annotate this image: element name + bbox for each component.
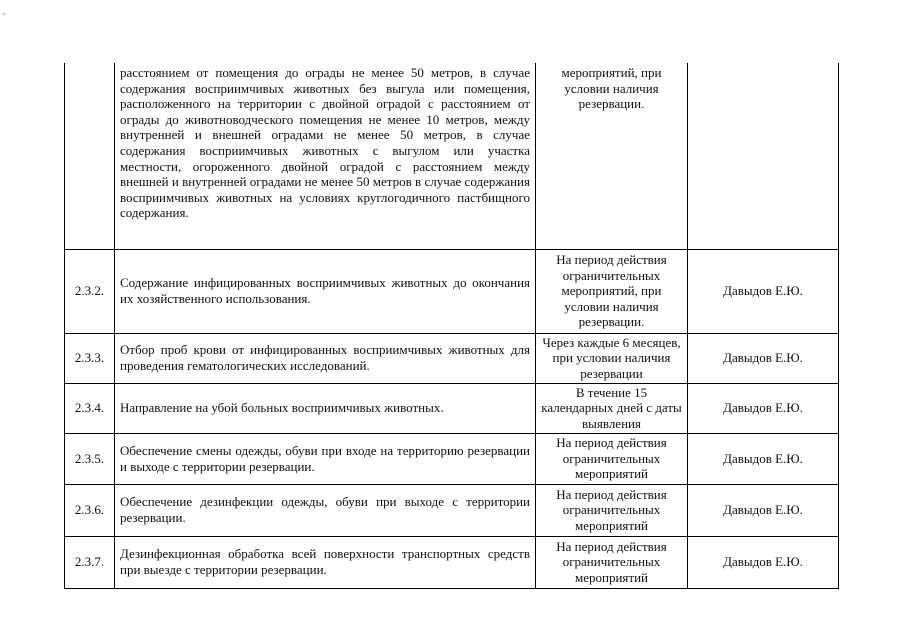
measure-description: Обеспечение смены одежды, обуви при входе на территорию резервации и выходе с территории резервации.: [115, 433, 536, 484]
measure-period: На период действия ограничительных мероприятий: [536, 484, 688, 536]
measure-description: Дезинфекционная обработка всей поверхности транспортных средств при выезде с территории резервации.: [115, 536, 536, 588]
table-row: [65, 333, 839, 383]
measure-period: Через каждые 6 месяцев, при условии наличия резервации: [536, 333, 688, 383]
measure-period: На период действия ограничительных мероприятий, при условии наличия резервации.: [536, 249, 688, 333]
responsible-person: Давыдов Е.Ю.: [688, 484, 839, 536]
row-number: 2.3.2.: [65, 249, 115, 333]
responsible-person: Давыдов Е.Ю.: [688, 536, 839, 588]
responsible-person: Давыдов Е.Ю.: [688, 333, 839, 383]
responsible-person: [688, 63, 839, 249]
measure-description: расстоянием от помещения до ограды не менее 50 метров, в случае содержания восприимчивых животных без выгула или помещения, расположенного на территории с двойной оградой с расстоянием от ограды до животноводческого помещения не менее 10 метров, между внутренней и внешней оградами не менее 50 метров, в случае содержания восприимчивых животных с выгулом или участка местности, огороженного двойной оградой с расстоянием между внешней и внутренней оградами не менее 50 метров в случае содержания восприимчивых животных на условиях круглогодичного пастбищного содержания.: [115, 63, 536, 249]
table-row: [65, 433, 839, 484]
page-mark: `: [2, 13, 6, 24]
measure-period: На период действия ограничительных мероприятий: [536, 433, 688, 484]
row-number: 2.3.3.: [65, 333, 115, 383]
responsible-person: Давыдов Е.Ю.: [688, 433, 839, 484]
measure-description: Обеспечение дезинфекции одежды, обуви при выходе с территории резервации.: [115, 484, 536, 536]
table-row: [65, 63, 839, 249]
responsible-person: Давыдов Е.Ю.: [688, 383, 839, 433]
row-number: 2.3.7.: [65, 536, 115, 588]
measure-description: Направление на убой больных восприимчивых животных.: [115, 383, 536, 433]
row-number: 2.3.6.: [65, 484, 115, 536]
table-row: [65, 484, 839, 536]
row-number: 2.3.5.: [65, 433, 115, 484]
table-row: [65, 249, 839, 333]
measure-description: Содержание инфицированных восприимчивых животных до окончания их хозяйственного использования.: [115, 249, 536, 333]
table-row: [65, 383, 839, 433]
row-number: 2.3.4.: [65, 383, 115, 433]
measures-table: [64, 63, 839, 589]
table-row: [65, 536, 839, 588]
measure-description: Отбор проб крови от инфицированных восприимчивых животных для проведения гематологических исследований.: [115, 333, 536, 383]
measure-period: На период действия ограничительных мероприятий: [536, 536, 688, 588]
measure-period: В течение 15 календарных дней с даты выявления: [536, 383, 688, 433]
row-number: [65, 63, 115, 249]
measure-period: мероприятий, при условии наличия резервации.: [536, 63, 688, 249]
responsible-person: Давыдов Е.Ю.: [688, 249, 839, 333]
